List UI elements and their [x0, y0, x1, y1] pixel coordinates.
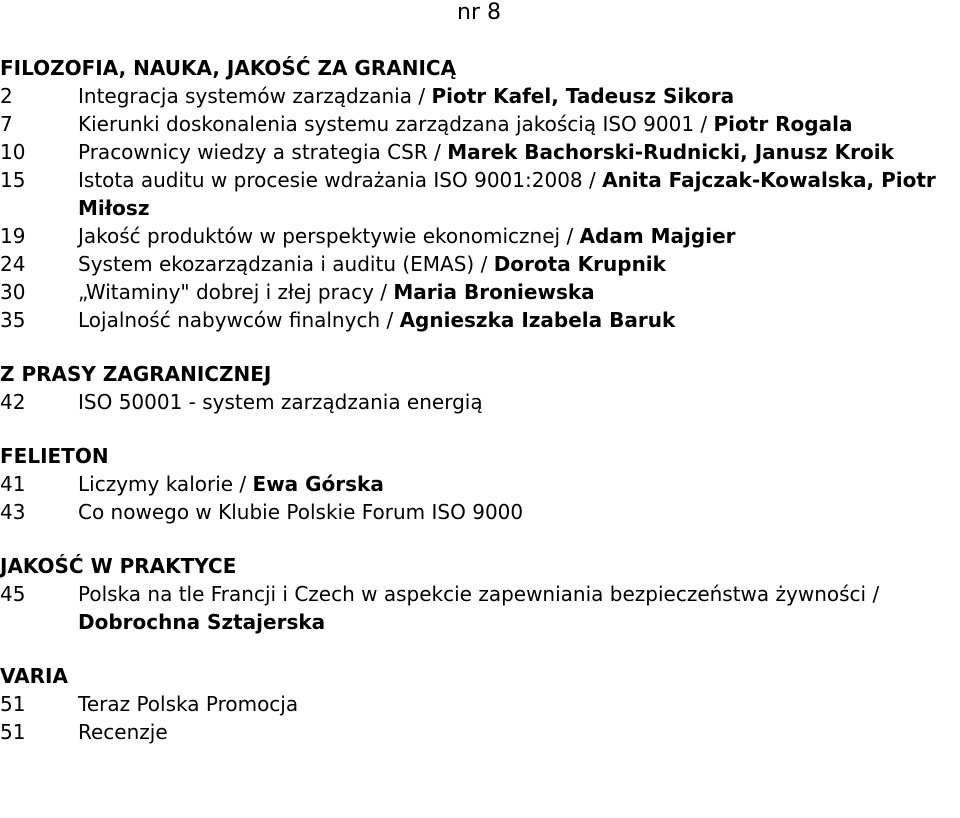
toc-entry — [0, 110, 955, 138]
article-authors: Maria Broniewska — [393, 280, 595, 304]
section-heading: JAKOŚĆ W PRAKTYCE — [0, 554, 237, 578]
entry-text: Polska na tle Francji i Czech w aspekcie zapewniania bezpieczeństwa żywności / Dobrochna Sztajerska — [78, 582, 880, 634]
entry-text: Jakość produktów w perspektywie ekonomicznej / Adam Majgier — [78, 224, 736, 248]
article-authors: Dorota Krupnik — [493, 252, 666, 276]
toc-entry — [0, 690, 955, 718]
article-title: „Witaminy" dobrej i złej pracy — [78, 280, 374, 304]
table-of-contents — [0, 54, 955, 746]
page-number: 7 — [0, 112, 13, 136]
entry-text: System ekozarządzania i auditu (EMAS) / Dorota Krupnik — [78, 252, 666, 276]
toc-entry — [0, 498, 955, 526]
toc-entry — [0, 138, 955, 166]
article-title: Jakość produktów w perspektywie ekonomicznej — [78, 224, 561, 248]
entry-text — [78, 498, 955, 526]
toc-section — [0, 662, 955, 746]
article-title: Istota auditu w procesie wdrażania ISO 9001:2008 — [78, 168, 583, 192]
page-number: 41 — [0, 472, 26, 496]
page-number: 51 — [0, 692, 26, 716]
page-number: 2 — [0, 84, 13, 108]
toc-section — [0, 54, 955, 334]
toc-entry — [0, 718, 955, 746]
section-heading: VARIA — [0, 664, 68, 688]
article-authors: Anita Fajczak-Kowalska, Piotr Miłosz — [78, 168, 936, 220]
article-authors: Piotr Rogala — [713, 112, 853, 136]
toc-entry — [0, 166, 955, 222]
article-title: Teraz Polska Promocja — [78, 692, 299, 716]
toc-section — [0, 552, 955, 636]
article-title: Polska na tle Francji i Czech w aspekcie zapewniania bezpieczeństwa żywności — [78, 582, 867, 606]
toc-entry — [0, 82, 955, 110]
entry-text: „Witaminy" dobrej i złej pracy / Maria Broniewska — [78, 280, 595, 304]
section-heading: FELIETON — [0, 444, 109, 468]
page-number: 10 — [0, 140, 26, 164]
article-title: Integracja systemów zarządzania — [78, 84, 412, 108]
toc-entry — [0, 306, 955, 334]
page-number: 19 — [0, 224, 26, 248]
page-number: 43 — [0, 500, 26, 524]
article-title: Recenzje — [78, 720, 168, 744]
page-number: 35 — [0, 308, 26, 332]
toc-section — [0, 360, 955, 416]
article-title: Kierunki doskonalenia systemu zarządzana jakością ISO 9001 — [78, 112, 695, 136]
section-heading: FILOZOFIA, NAUKA, JAKOŚĆ ZA GRANICĄ — [0, 56, 457, 80]
page-number: 51 — [0, 720, 26, 744]
page-number: 42 — [0, 390, 26, 414]
article-title: Co nowego w Klubie Polskie Forum ISO 9000 — [78, 500, 524, 524]
article-title: ISO 50001 - system zarządzania energią — [78, 390, 483, 414]
page-number: 45 — [0, 582, 26, 606]
entry-text: Liczymy kalorie / Ewa Górska — [78, 472, 384, 496]
toc-entry — [0, 250, 955, 278]
article-title: Liczymy kalorie — [78, 472, 234, 496]
issue-number: nr 8 — [457, 0, 501, 25]
entry-text: Integracja systemów zarządzania / Piotr Kafel, Tadeusz Sikora — [78, 84, 735, 108]
article-authors: Adam Majgier — [579, 224, 736, 248]
entry-text — [78, 388, 955, 416]
toc-entry — [0, 580, 955, 636]
entry-text — [78, 718, 955, 746]
article-title: System ekozarządzania i auditu (EMAS) — [78, 252, 475, 276]
entry-text: Kierunki doskonalenia systemu zarządzana jakością ISO 9001 / Piotr Rogala — [78, 112, 853, 136]
page-number: 30 — [0, 280, 26, 304]
article-title: Lojalność nabywców finalnych — [78, 308, 381, 332]
toc-entry — [0, 470, 955, 498]
section-heading: Z PRASY ZAGRANICZNEJ — [0, 362, 272, 386]
toc-entry — [0, 222, 955, 250]
article-title: Pracownicy wiedzy a strategia CSR — [78, 140, 428, 164]
toc-section — [0, 442, 955, 526]
entry-text — [78, 690, 955, 718]
entry-text: Lojalność nabywców finalnych / Agnieszka Izabela Baruk — [78, 308, 676, 332]
page-number: 15 — [0, 168, 26, 192]
toc-entry — [0, 388, 955, 416]
article-authors: Dobrochna Sztajerska — [78, 610, 326, 634]
page-number: 24 — [0, 252, 26, 276]
entry-text: Istota auditu w procesie wdrażania ISO 9001:2008 / Anita Fajczak-Kowalska, Piotr Miłosz — [78, 168, 936, 220]
article-authors: Marek Bachorski-Rudnicki, Janusz Kroik — [447, 140, 894, 164]
article-authors: Agnieszka Izabela Baruk — [399, 308, 676, 332]
article-authors: Piotr Kafel, Tadeusz Sikora — [431, 84, 735, 108]
entry-text: Pracownicy wiedzy a strategia CSR / Marek Bachorski-Rudnicki, Janusz Kroik — [78, 140, 894, 164]
article-authors: Ewa Górska — [252, 472, 384, 496]
toc-entry — [0, 278, 955, 306]
